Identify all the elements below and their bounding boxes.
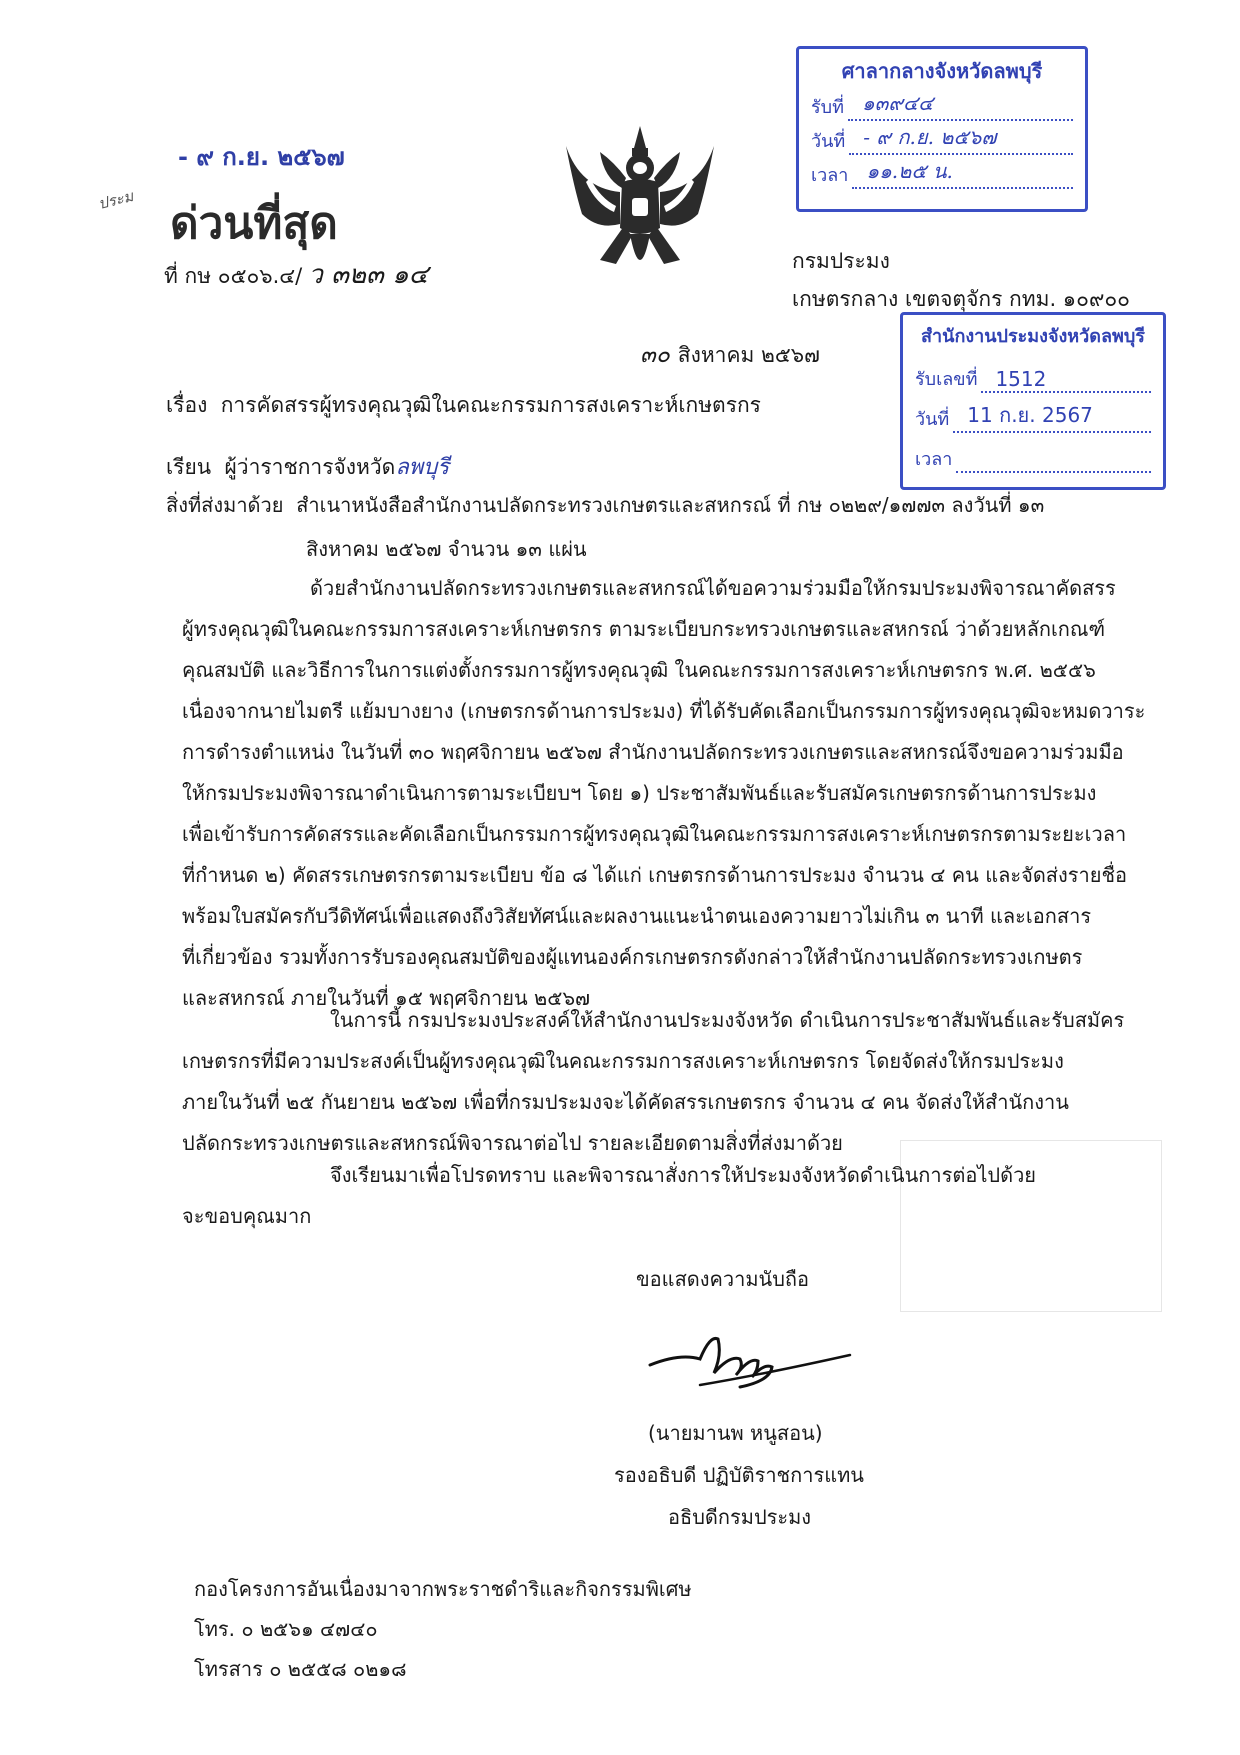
- body-line: และสหกรณ์ ภายในวันที่ ๑๕ พฤศจิกายน ๒๕๖๗: [182, 986, 591, 1010]
- stamp-title: สำนักงานประมงจังหวัดลพบุรี: [921, 326, 1145, 347]
- sender-org: กรมประมง: [792, 249, 890, 273]
- body-line: จะขอบคุณมาก: [182, 1204, 312, 1228]
- letter-date-day: ๓๐: [640, 342, 670, 368]
- signatory-name: (นายมานพ หนูสอน): [648, 1421, 823, 1445]
- enclosure-line: [166, 490, 1044, 520]
- stamp-label: วันที่: [915, 409, 950, 430]
- recipient-line: [166, 452, 449, 483]
- letter-date-month-year: สิงหาคม ๒๕๖๗: [677, 343, 820, 367]
- recipient-text: ผู้ว่าราชการจังหวัด: [224, 455, 396, 479]
- body-line: เกษตรกรที่มีความประสงค์เป็นผู้ทรงคุณวุฒิในคณะกรรมการสงเคราะห์เกษตรกร โดยจัดส่งให้กรมประมง: [182, 1049, 1064, 1073]
- stamp-value: 11 ก.ย. 2567: [967, 403, 1093, 427]
- body-line: คุณสมบัติ และวิธีการในการแต่งตั้งกรรมการผู้ทรงคุณวุฒิ ในคณะกรรมการสงเคราะห์เกษตรกร พ.ศ. ๒๕๕๖: [182, 658, 1096, 682]
- body-line: พร้อมใบสมัครกับวีดิทัศน์เพื่อแสดงถึงวิสัยทัศน์และผลงานแนะนำตนเองความยาวไม่เกิน ๓ นาที และเอกสาร: [182, 904, 1092, 928]
- reference-number: [164, 260, 428, 291]
- body-line: ปลัดกระทรวงเกษตรและสหกรณ์พิจารณาต่อไป รายละเอียดตามสิ่งที่ส่งมาด้วย: [182, 1131, 843, 1155]
- stamp-value: - ๙ ก.ย. ๒๕๖๗: [863, 125, 997, 149]
- stamp-row: [811, 121, 1073, 155]
- body-line: เนื่องจากนายไมตรี แย้มบางยาง (เกษตรกรด้านการประมง) ที่ได้รับคัดเลือกเป็นกรรมการผู้ทรงคุณวุฒิจะหมดวาระ: [182, 699, 1146, 723]
- closing-phrase: ขอแสดงความนับถือ: [636, 1267, 810, 1291]
- fisheries-office-receipt-stamp: [900, 312, 1166, 490]
- reference-printed: ที่ กษ ๐๕๐๖.๔/: [164, 264, 303, 288]
- stamp-row: [915, 393, 1151, 433]
- stamp-row: [811, 87, 1073, 121]
- stamp-label: วันที่: [811, 131, 846, 152]
- enclosure-text: สำเนาหนังสือสำนักงานปลัดกระทรวงเกษตรและสหกรณ์ ที่ กษ ๐๒๒๙/๑๗๗๓ ลงวันที่ ๑๓: [296, 493, 1045, 517]
- footer-fax: โทรสาร ๐ ๒๕๕๘ ๐๒๑๘: [194, 1657, 407, 1681]
- reference-handwritten: ว ๓๒๓ ๑๔: [308, 260, 429, 290]
- handwritten-initials: ประม: [96, 186, 136, 214]
- subject-text: การคัดสรรผู้ทรงคุณวุฒิในคณะกรรมการสงเคราะห์เกษตรกร: [220, 393, 761, 417]
- sender-address: เกษตรกลาง เขตจตุจักร กทม. ๑๐๙๐๐: [792, 287, 1130, 311]
- stamp-label: เวลา: [915, 449, 953, 470]
- urgency-label: ด่วนที่สุด: [170, 198, 338, 249]
- body-line: ภายในวันที่ ๒๕ กันยายน ๒๕๖๗ เพื่อที่กรมประมงจะได้คัดสรรเกษตรกร จำนวน ๔ คน จัดส่งให้สำนักงาน: [182, 1090, 1069, 1114]
- received-date-stamp: - ๙ ก.ย. ๒๕๖๗: [178, 143, 345, 171]
- stamp-value: 1512: [995, 367, 1047, 391]
- subject-line: [166, 390, 761, 420]
- stamp-label: รับเลขที่: [915, 369, 978, 390]
- stamp-value: ๑๑.๒๕ น.: [866, 159, 953, 183]
- body-line: ด้วยสำนักงานปลัดกระทรวงเกษตรและสหกรณ์ได้ขอความร่วมมือให้กรมประมงพิจารณาคัดสรร: [310, 576, 1116, 600]
- body-line: ผู้ทรงคุณวุฒิในคณะกรรมการสงเคราะห์เกษตรกร ตามระเบียบกระทรวงเกษตรและสหกรณ์ ว่าด้วยหลักเกณฑ์: [182, 617, 1106, 641]
- stamp-row: [915, 433, 1151, 473]
- provincial-hall-receipt-stamp: [796, 46, 1088, 212]
- stamp-title: ศาลากลางจังหวัดลพบุรี: [841, 59, 1043, 83]
- stamp-value: ๑๓๙๔๔: [861, 91, 934, 115]
- signature: [640, 1325, 860, 1405]
- signatory-title-2: อธิบดีกรมประมง: [668, 1505, 812, 1529]
- body-line: ให้กรมประมงพิจารณาดำเนินการตามระเบียบฯ โดย ๑) ประชาสัมพันธ์และรับสมัครเกษตรกรด้านการประมง: [182, 781, 1097, 805]
- enclosure-text-cont: สิงหาคม ๒๕๖๗ จำนวน ๑๓ แผ่น: [306, 537, 587, 561]
- body-line: จึงเรียนมาเพื่อโปรดทราบ และพิจารณาสั่งการให้ประมงจังหวัดดำเนินการต่อไปด้วย: [330, 1163, 1037, 1187]
- stamp-row: [811, 155, 1073, 189]
- footer-division: กองโครงการอันเนื่องมาจากพระราชดำริและกิจกรรมพิเศษ: [194, 1577, 692, 1601]
- footer-telephone: โทร. ๐ ๒๕๖๑ ๔๗๔๐: [194, 1617, 378, 1641]
- signatory-title: รองอธิบดี ปฏิบัติราชการแทน: [614, 1463, 864, 1487]
- recipient-province: ลพบุรี: [395, 455, 450, 480]
- body-line: ที่กำหนด ๒) คัดสรรเกษตรกรตามระเบียบ ข้อ ๘ ได้แก่ เกษตรกรด้านการประมง จำนวน ๔ คน และจัดส่งรายชื่อ: [182, 863, 1128, 887]
- body-line: ในการนี้ กรมประมงประสงค์ให้สำนักงานประมงจังหวัด ดำเนินการประชาสัมพันธ์และรับสมัคร: [330, 1008, 1125, 1032]
- body-line: เพื่อเข้ารับการคัดสรรและคัดเลือกเป็นกรรมการผู้ทรงคุณวุฒิในคณะกรรมการสงเคราะห์เกษตรกรตามระยะเวลา: [182, 822, 1127, 846]
- body-line: การดำรงตำแหน่ง ในวันที่ ๓๐ พฤศจิกายน ๒๕๖๗ สำนักงานปลัดกระทรวงเกษตรและสหกรณ์จึงขอความร่วมมือ: [182, 740, 1124, 764]
- subject-label: เรื่อง: [166, 393, 208, 417]
- enclosure-label: สิ่งที่ส่งมาด้วย: [166, 493, 284, 517]
- garuda-emblem: [560, 118, 720, 288]
- body-paragraph-3: [182, 1155, 1132, 1237]
- recipient-label: เรียน: [166, 455, 212, 479]
- stamp-label: เวลา: [811, 165, 849, 186]
- body-line: ที่เกี่ยวข้อง รวมทั้งการรับรองคุณสมบัติของผู้แทนองค์กรเกษตรกรดังกล่าวให้สำนักงานปลัดกระทรวงเกษตร: [182, 945, 1083, 969]
- stamp-label: รับที่: [811, 97, 844, 118]
- stamp-row: [915, 353, 1151, 393]
- letter-date: [640, 340, 820, 370]
- body-paragraph-1: [182, 568, 1146, 1019]
